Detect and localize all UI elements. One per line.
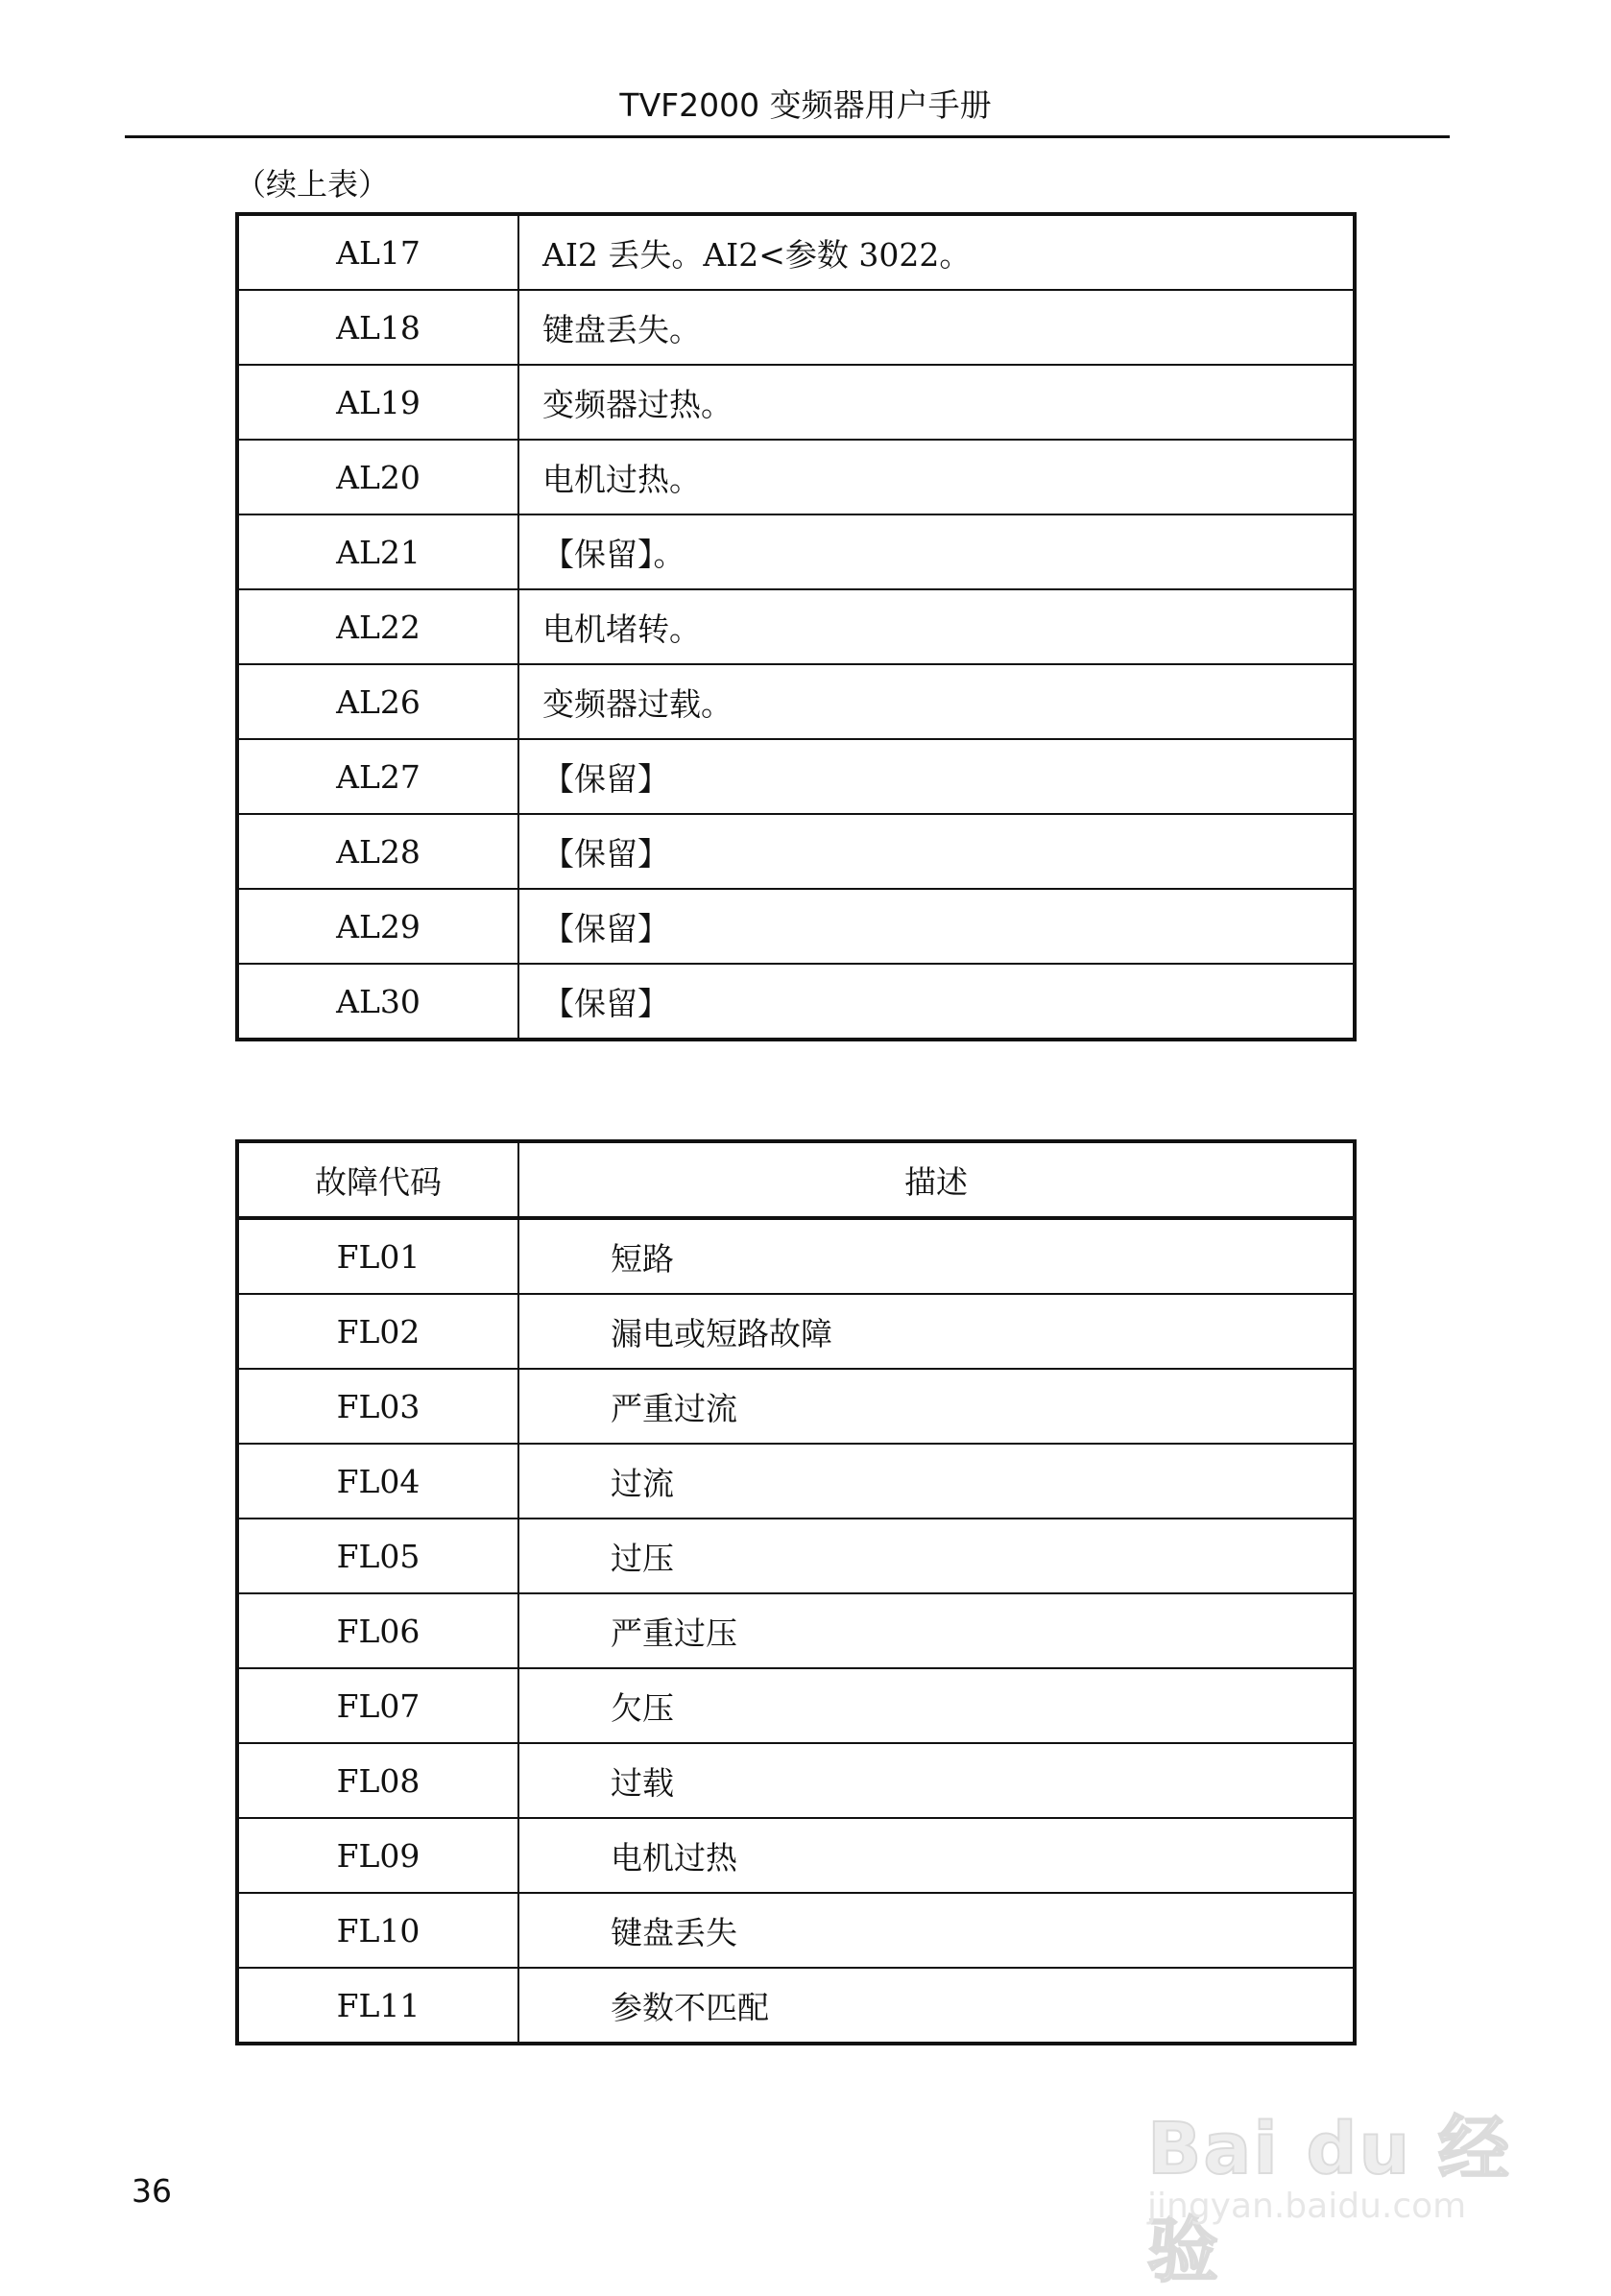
description-cell: 键盘丢失。: [518, 290, 1355, 365]
alarm-code-table: [235, 212, 1357, 1041]
description-cell: 变频器过载。: [518, 664, 1355, 739]
description-cell: 欠压: [518, 1668, 1355, 1743]
table-row: [237, 814, 1355, 889]
description-cell: 过载: [518, 1743, 1355, 1818]
code-cell: AL18: [237, 290, 518, 365]
table-row: [237, 214, 1355, 290]
description-cell: 【保留】。: [518, 514, 1355, 589]
code-cell: FL07: [237, 1668, 518, 1743]
description-cell: AI2 丢失。AI2<参数 3022。: [518, 214, 1355, 290]
table-row: [237, 440, 1355, 514]
table-row: [237, 514, 1355, 589]
description-cell: 严重过压: [518, 1593, 1355, 1668]
code-cell: FL03: [237, 1369, 518, 1444]
code-cell: FL06: [237, 1593, 518, 1668]
description-cell: 【保留】: [518, 889, 1355, 964]
code-cell: AL19: [237, 365, 518, 440]
table-row: [237, 664, 1355, 739]
table-row: [237, 1968, 1355, 2044]
code-cell: AL21: [237, 514, 518, 589]
code-cell: FL02: [237, 1294, 518, 1369]
description-column-header: 描述: [518, 1141, 1355, 1218]
code-cell: AL28: [237, 814, 518, 889]
code-cell: FL11: [237, 1968, 518, 2044]
table-row: [237, 1218, 1355, 1294]
continuation-note: （续上表）: [235, 166, 390, 203]
table-row: [237, 1893, 1355, 1968]
table-row: [237, 1818, 1355, 1893]
code-cell: AL17: [237, 214, 518, 290]
watermark-url: jingyan.baidu.com: [1147, 2187, 1467, 2226]
watermark-brand: Bai du 经验: [1147, 2108, 1511, 2292]
description-cell: 漏电或短路故障: [518, 1294, 1355, 1369]
table-row: [237, 1668, 1355, 1743]
fault-code-column-header: 故障代码: [237, 1141, 518, 1218]
table-row: [237, 1444, 1355, 1519]
table-row: [237, 739, 1355, 814]
table-row: [237, 889, 1355, 964]
code-cell: AL29: [237, 889, 518, 964]
description-cell: 过压: [518, 1519, 1355, 1593]
description-cell: 电机过热: [518, 1818, 1355, 1893]
code-cell: AL20: [237, 440, 518, 514]
code-cell: FL01: [237, 1218, 518, 1294]
page-header-title: TVF2000 变频器用户手册: [619, 86, 992, 124]
table-row: [237, 964, 1355, 1040]
code-cell: AL26: [237, 664, 518, 739]
fault-table-header-row: [237, 1141, 1355, 1218]
code-cell: AL27: [237, 739, 518, 814]
description-cell: 键盘丢失: [518, 1893, 1355, 1968]
description-cell: 过流: [518, 1444, 1355, 1519]
description-cell: 【保留】: [518, 814, 1355, 889]
description-cell: 电机堵转。: [518, 589, 1355, 664]
table-row: [237, 365, 1355, 440]
baidu-jingyan-watermark: [1147, 2054, 1531, 2292]
description-cell: 严重过流: [518, 1369, 1355, 1444]
code-cell: AL30: [237, 964, 518, 1040]
code-cell: FL04: [237, 1444, 518, 1519]
code-cell: AL22: [237, 589, 518, 664]
code-cell: FL08: [237, 1743, 518, 1818]
description-cell: 变频器过热。: [518, 365, 1355, 440]
code-cell: FL09: [237, 1818, 518, 1893]
table-row: [237, 589, 1355, 664]
table-row: [237, 1369, 1355, 1444]
page-number: 36: [132, 2172, 172, 2210]
description-cell: 【保留】: [518, 964, 1355, 1040]
description-cell: 短路: [518, 1218, 1355, 1294]
header-rule: [125, 135, 1450, 138]
description-cell: 【保留】: [518, 739, 1355, 814]
table-row: [237, 1294, 1355, 1369]
description-cell: 参数不匹配: [518, 1968, 1355, 2044]
fault-code-table: [235, 1139, 1357, 2045]
table-row: [237, 1519, 1355, 1593]
table-row: [237, 290, 1355, 365]
table-row: [237, 1743, 1355, 1818]
table-row: [237, 1593, 1355, 1668]
description-cell: 电机过热。: [518, 440, 1355, 514]
code-cell: FL10: [237, 1893, 518, 1968]
code-cell: FL05: [237, 1519, 518, 1593]
